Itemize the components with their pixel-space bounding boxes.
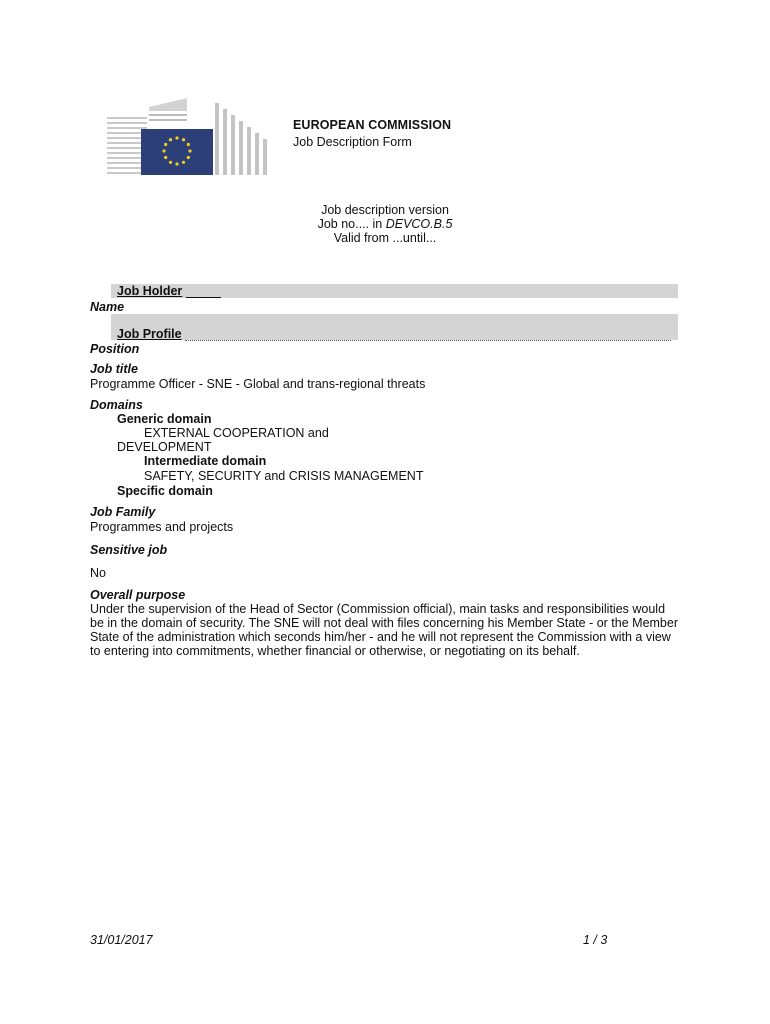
validity-line: Valid from ...until...: [333, 231, 437, 245]
footer-date: 31/01/2017: [90, 933, 153, 947]
generic-domain-value-2: DEVELOPMENT: [117, 440, 212, 454]
job-profile-dotted-line: [185, 340, 671, 341]
version-block: [260, 203, 510, 245]
generic-domain-label: Generic domain: [117, 412, 212, 426]
job-title-label: Job title: [90, 362, 138, 376]
overall-purpose-text: Under the supervision of the Head of Sector (Commission official), main tasks and responsibilities would be in the domain of security. The SNE will not deal with files concerning his Member State - or the Member State of the administration which seconds him/her - and he will not represent the Commission with a view to entering into commitments, whether financial or otherwise, or negotiating on its behalf.: [90, 602, 679, 658]
european-commission-logo: [105, 95, 275, 177]
job-profile-heading: Job Profile: [117, 327, 182, 341]
job-profile-band: [111, 314, 678, 340]
overall-purpose-label: Overall purpose: [90, 588, 186, 602]
job-title-value: Programme Officer - SNE - Global and trans-regional threats: [90, 377, 426, 391]
generic-domain-value-1: EXTERNAL COOPERATION and: [144, 426, 329, 440]
job-family-label: Job Family: [90, 505, 156, 519]
name-label: Name: [90, 300, 125, 314]
job-family-value: Programmes and projects: [90, 520, 234, 534]
job-holder-heading: Job Holder: [117, 284, 183, 298]
intermediate-domain-label: Intermediate domain: [144, 454, 267, 468]
job-number-line: Job no.... in DEVCO.B.5: [317, 217, 453, 231]
sensitive-job-value: No: [90, 566, 106, 580]
version-line: Job description version: [321, 203, 449, 217]
position-label: Position: [90, 342, 140, 356]
organisation-title: EUROPEAN COMMISSION: [293, 118, 452, 132]
job-unit: DEVCO.B.5: [385, 217, 453, 231]
eu-flag: [141, 129, 213, 175]
specific-domain-label: Specific domain: [117, 484, 213, 498]
intermediate-domain-value: SAFETY, SECURITY and CRISIS MANAGEMENT: [144, 469, 424, 483]
page-number: 1 / 3: [583, 933, 608, 947]
sensitive-job-label: Sensitive job: [90, 543, 168, 557]
job-holder-band: [111, 284, 678, 298]
form-title: Job Description Form: [293, 135, 412, 149]
domains-label: Domains: [90, 398, 143, 412]
job-holder-underline: [186, 297, 221, 298]
